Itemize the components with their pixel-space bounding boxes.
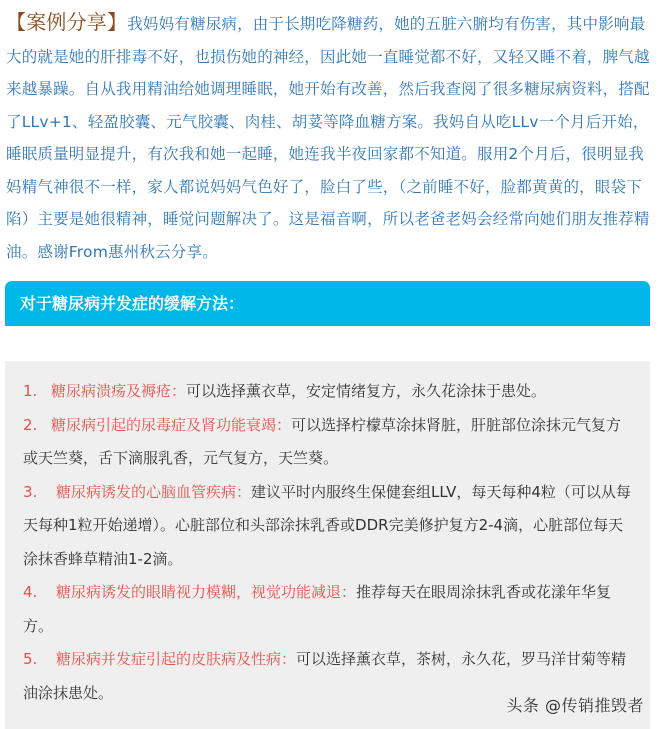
remedy-title: 糖尿病溃疡及褥疮： [51,382,187,400]
section-banner [5,281,650,326]
remedy-body: 可以选择柠檬草涂抹肾脏，肝脏部位涂抹元气复方或天竺葵，舌下滴服乳香，元气复方，天竺葵。 [23,415,622,467]
case-share-text: 我妈妈有糖尿病，由于长期吃降糖药，她的五脏六腑均有伤害，其中影响最大的就是她的肝排毒不好，也损伤她的神经，因此她一直睡觉都不好，又轻又睡不着，脾气越来越暴躁。自从我用精油给她调理睡眠，她开始有改善，然后我查阅了很多糖尿病资料，搭配了LLv+1、轻盈胶囊、元气胶囊、肉桂、胡荽等降血糖方案。我妈自从吃LLv一个月后开始，睡眠质量明显提升，有次我和她一起睡，她连我半夜回家都不知道。服用2个月后，很明显我妈精气神很不一样，家人都说妈妈气色好了，脸白了些，（之前睡不好，脸都黄黄的，眼袋下陷）主要是她很精神，睡觉问题解决了。这是福音啊，所以老爸老妈会经常向她们朋友推荐精油。感谢From惠州秋云分享。 [6,15,650,261]
remedy-item-4 [23,576,635,643]
case-share-paragraph [6,6,656,268]
remedy-number: 2. [23,415,38,434]
remedy-title: 糖尿病诱发的心脑血管疾病： [56,482,252,501]
remedy-item-2 [23,409,635,476]
remedy-item-1 [23,375,635,409]
remedy-item-3 [23,476,635,577]
remedy-number: 4. [23,583,38,601]
remedies-list [23,375,635,710]
watermark: 头条 @传销推毁者 [506,696,644,715]
remedy-number: 5. [23,650,38,668]
section-banner-title: 对于糖尿病并发症的缓解方法： [20,294,245,313]
remedy-title: 糖尿病并发症引起的皮肤病及性病： [56,650,297,668]
remedy-body: 推荐每天在眼周涂抹乳香或花漾年华复方。 [23,583,612,635]
case-share-tag: 【案例分享】 [6,10,128,34]
remedy-number: 3. [23,482,38,501]
remedy-number: 1. [23,382,38,400]
remedy-body: 可以选择薰衣草，茶树，永久花，罗马洋甘菊等精油涂抹患处。 [23,650,627,702]
remedy-title: 糖尿病诱发的眼睛视力模糊，视觉功能减退： [56,583,357,601]
remedy-body: 可以选择薰衣草，安定情绪复方，永久花涂抹于患处。 [186,382,547,400]
remedy-title: 糖尿病引起的尿毒症及肾功能衰竭： [51,415,292,434]
remedy-body: 建议平时内服终生保健套组LLV，每天每种4粒（可以从每天每种1粒开始递增）。心脏部位和头部涂抹乳香或DDR完美修护复方2-4滴，心脏部位每天涂抹香蜂草精油1-2滴。 [23,482,631,568]
